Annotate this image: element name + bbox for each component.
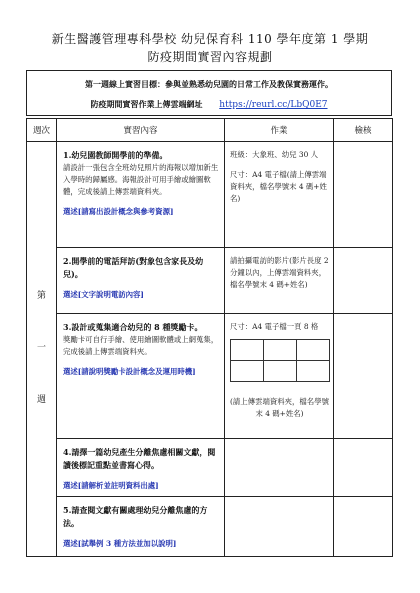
week-char: 週 — [36, 394, 46, 405]
assignment-note: (請上傳雲端資料夾，檔名學號末 4 碼+姓名) — [230, 397, 329, 418]
grid-cell — [297, 361, 330, 382]
check-cell[interactable] — [334, 439, 393, 497]
assignment-cell — [225, 248, 334, 314]
assignment-line: 班級：大象班、幼兒 30 人 — [230, 150, 319, 159]
content-cell — [57, 248, 225, 314]
header-content: 實習內容 — [57, 119, 225, 142]
task-select: 選述[請解析並註明資料出處] — [63, 481, 159, 490]
check-cell[interactable] — [334, 248, 393, 314]
header-check: 檢核 — [334, 119, 393, 142]
content-cell — [57, 314, 225, 439]
assignment-line: 尺寸：A4 電子檔一頁 8 格 — [230, 322, 319, 331]
content-cell — [57, 497, 225, 557]
task-body: 請設計一張包含全班幼兒照片的海報以增加新生入學時的歸屬感。海報設計可用手繪或繪圖軟體，完成後請上傳雲端資料夾。 — [63, 163, 219, 196]
plan-title: 防疫期間實習內容規劃 — [147, 50, 273, 64]
table-row — [27, 497, 393, 557]
task-select: 選述[試舉例 3 種方法並加以說明] — [63, 539, 177, 548]
task-heading: 1.幼兒園教師開學前的準備。 — [63, 150, 168, 160]
task-heading: 2.開學前的電話拜訪(對象包含家長及幼兒)。 — [63, 256, 204, 279]
content-cell — [57, 142, 225, 248]
grid-cell — [297, 340, 330, 361]
header-assignment: 作業 — [225, 119, 334, 142]
week-goal: 第一週線上實習目標：參與並熟悉幼兒園的日常工作及教保實務運作。 — [85, 79, 333, 89]
assignment-line: 請拍攝電訪的影片(影片長度 2 分鐘以內，上傳雲端資料夾，檔名學號末 4 碼+姓名) — [230, 256, 329, 289]
task-select: 選述[請說明獎勵卡設計概念及運用時機] — [63, 367, 196, 376]
task-heading: 3.設計或蒐集適合幼兒的 8 種獎勵卡。 — [63, 322, 203, 332]
content-cell — [57, 439, 225, 497]
grid-cell — [231, 361, 264, 382]
grid-cell — [231, 340, 264, 361]
goal-box — [26, 70, 392, 116]
task-select: 選述[請寫出設計概念與參考資源] — [63, 207, 174, 216]
reward-card-grid — [230, 339, 330, 382]
grid-cell — [264, 340, 297, 361]
task-body: 獎勵卡可自行手繪、使用繪圖軟體或上網蒐集，完成後請上傳雲端資料夾。 — [63, 335, 219, 356]
school-title: 新生醫護管理專科學校 幼兒保育科 110 學年度第 1 學期 — [51, 32, 369, 46]
check-cell[interactable] — [334, 314, 393, 439]
check-cell[interactable] — [334, 497, 393, 557]
table-row — [27, 248, 393, 314]
assignment-cell — [225, 439, 334, 497]
table-row — [27, 142, 393, 248]
grid-cell — [264, 361, 297, 382]
upload-line — [27, 99, 391, 110]
table-row — [27, 314, 393, 439]
week-char: 第 — [36, 291, 46, 302]
table-row — [27, 439, 393, 497]
assignment-line: 尺寸：A4 電子檔(請上傳雲端資料夾，檔名學號末 4 碼+姓名) — [230, 170, 327, 203]
task-heading: 5.請查閱文獻有關處理幼兒分離焦慮的方法。 — [63, 505, 208, 528]
task-heading: 4.請擇一篇幼兒產生分離焦慮相關文獻，閱讀後標記重點並書寫心得。 — [63, 447, 216, 470]
assignment-cell — [225, 142, 334, 248]
upload-link[interactable]: https://reurl.cc/LbQ0E7 — [219, 100, 328, 110]
upload-label: 防疫期間實習作業上傳雲端網址 — [90, 99, 203, 109]
internship-table — [26, 118, 393, 557]
week-cell — [27, 142, 57, 557]
task-select: 選述[文字說明電訪內容] — [63, 290, 144, 299]
assignment-cell — [225, 314, 334, 439]
check-cell[interactable] — [334, 142, 393, 248]
assignment-cell — [225, 497, 334, 557]
table-header-row — [27, 119, 393, 142]
week-char: 一 — [36, 343, 46, 354]
header-week: 週次 — [27, 119, 57, 142]
